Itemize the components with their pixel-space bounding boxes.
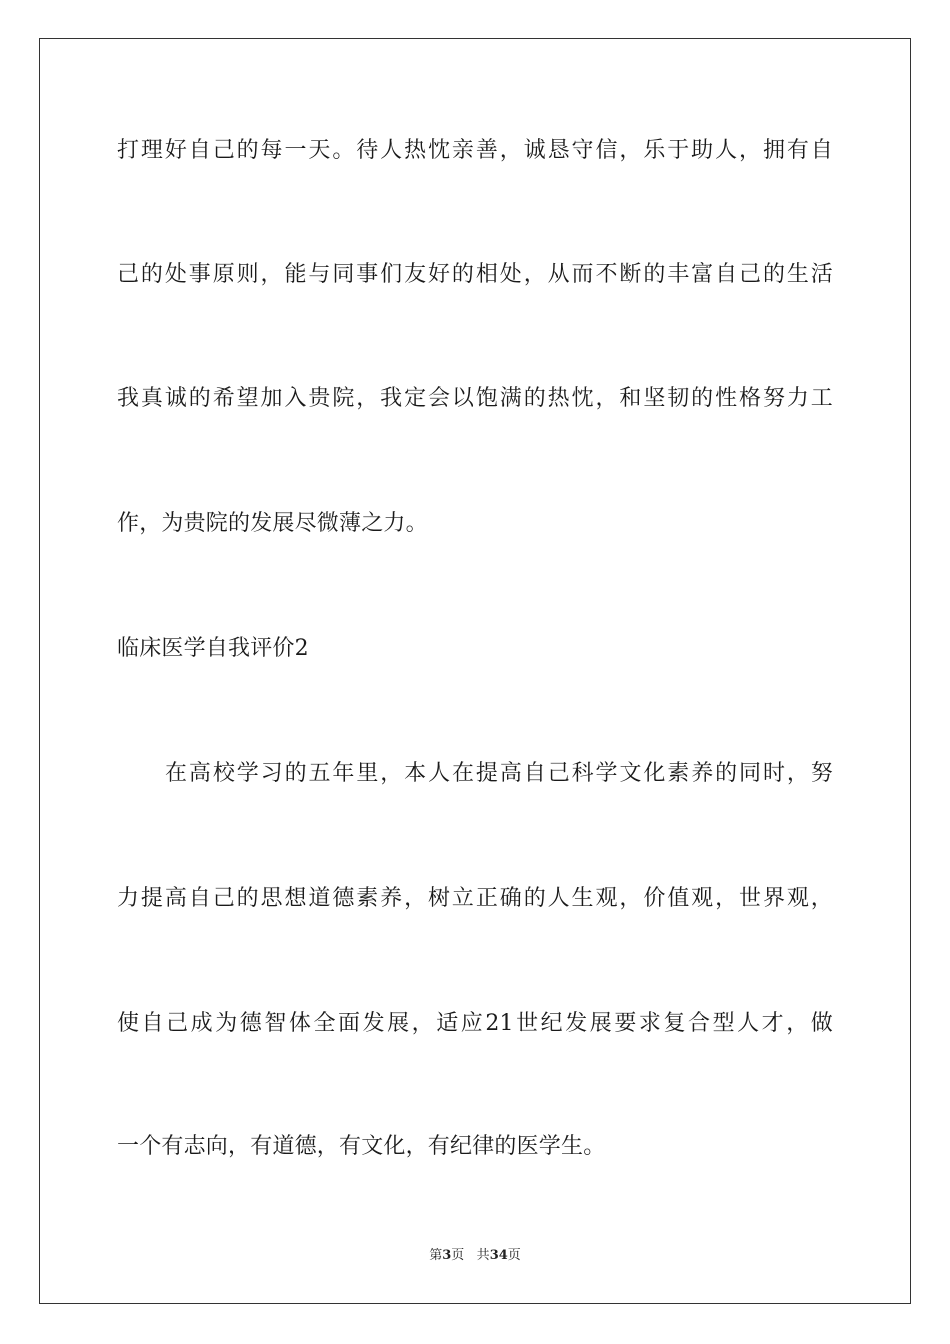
paragraph-line: 力提高自己的思想道德素养，树立正确的人生观，价值观，世界观， xyxy=(117,886,833,911)
paragraph-line: 我真诚的希望加入贵院，我定会以饱满的热忱，和坚韧的性格努力工 xyxy=(117,386,833,411)
footer-total-prefix: 共 xyxy=(476,1248,490,1263)
page-border xyxy=(39,38,911,1304)
total-pages-number: 34 xyxy=(489,1248,508,1263)
paragraph-line: 作，为贵院的发展尽微薄之力。 xyxy=(117,511,428,536)
current-page-number: 3 xyxy=(442,1248,452,1263)
footer-total-suffix: 页 xyxy=(507,1248,521,1263)
section-heading: 临床医学自我评价2 xyxy=(117,636,309,661)
paragraph-line: 一个有志向，有道德，有文化，有纪律的医学生。 xyxy=(117,1134,606,1159)
footer-prefix: 第 xyxy=(429,1248,443,1263)
paragraph-line: 己的处事原则，能与同事们友好的相处，从而不断的丰富自己的生活 xyxy=(117,262,833,287)
paragraph-line: 打理好自己的每一天。待人热忱亲善，诚恳守信，乐于助人，拥有自 xyxy=(117,138,833,163)
footer-page-suffix: 页 xyxy=(451,1248,465,1263)
page-footer xyxy=(0,1247,950,1265)
paragraph-line: 在高校学习的五年里，本人在提高自己科学文化素养的同时，努 xyxy=(165,761,833,786)
paragraph-line: 使自己成为德智体全面发展，适应21世纪发展要求复合型人才，做 xyxy=(117,1011,833,1036)
